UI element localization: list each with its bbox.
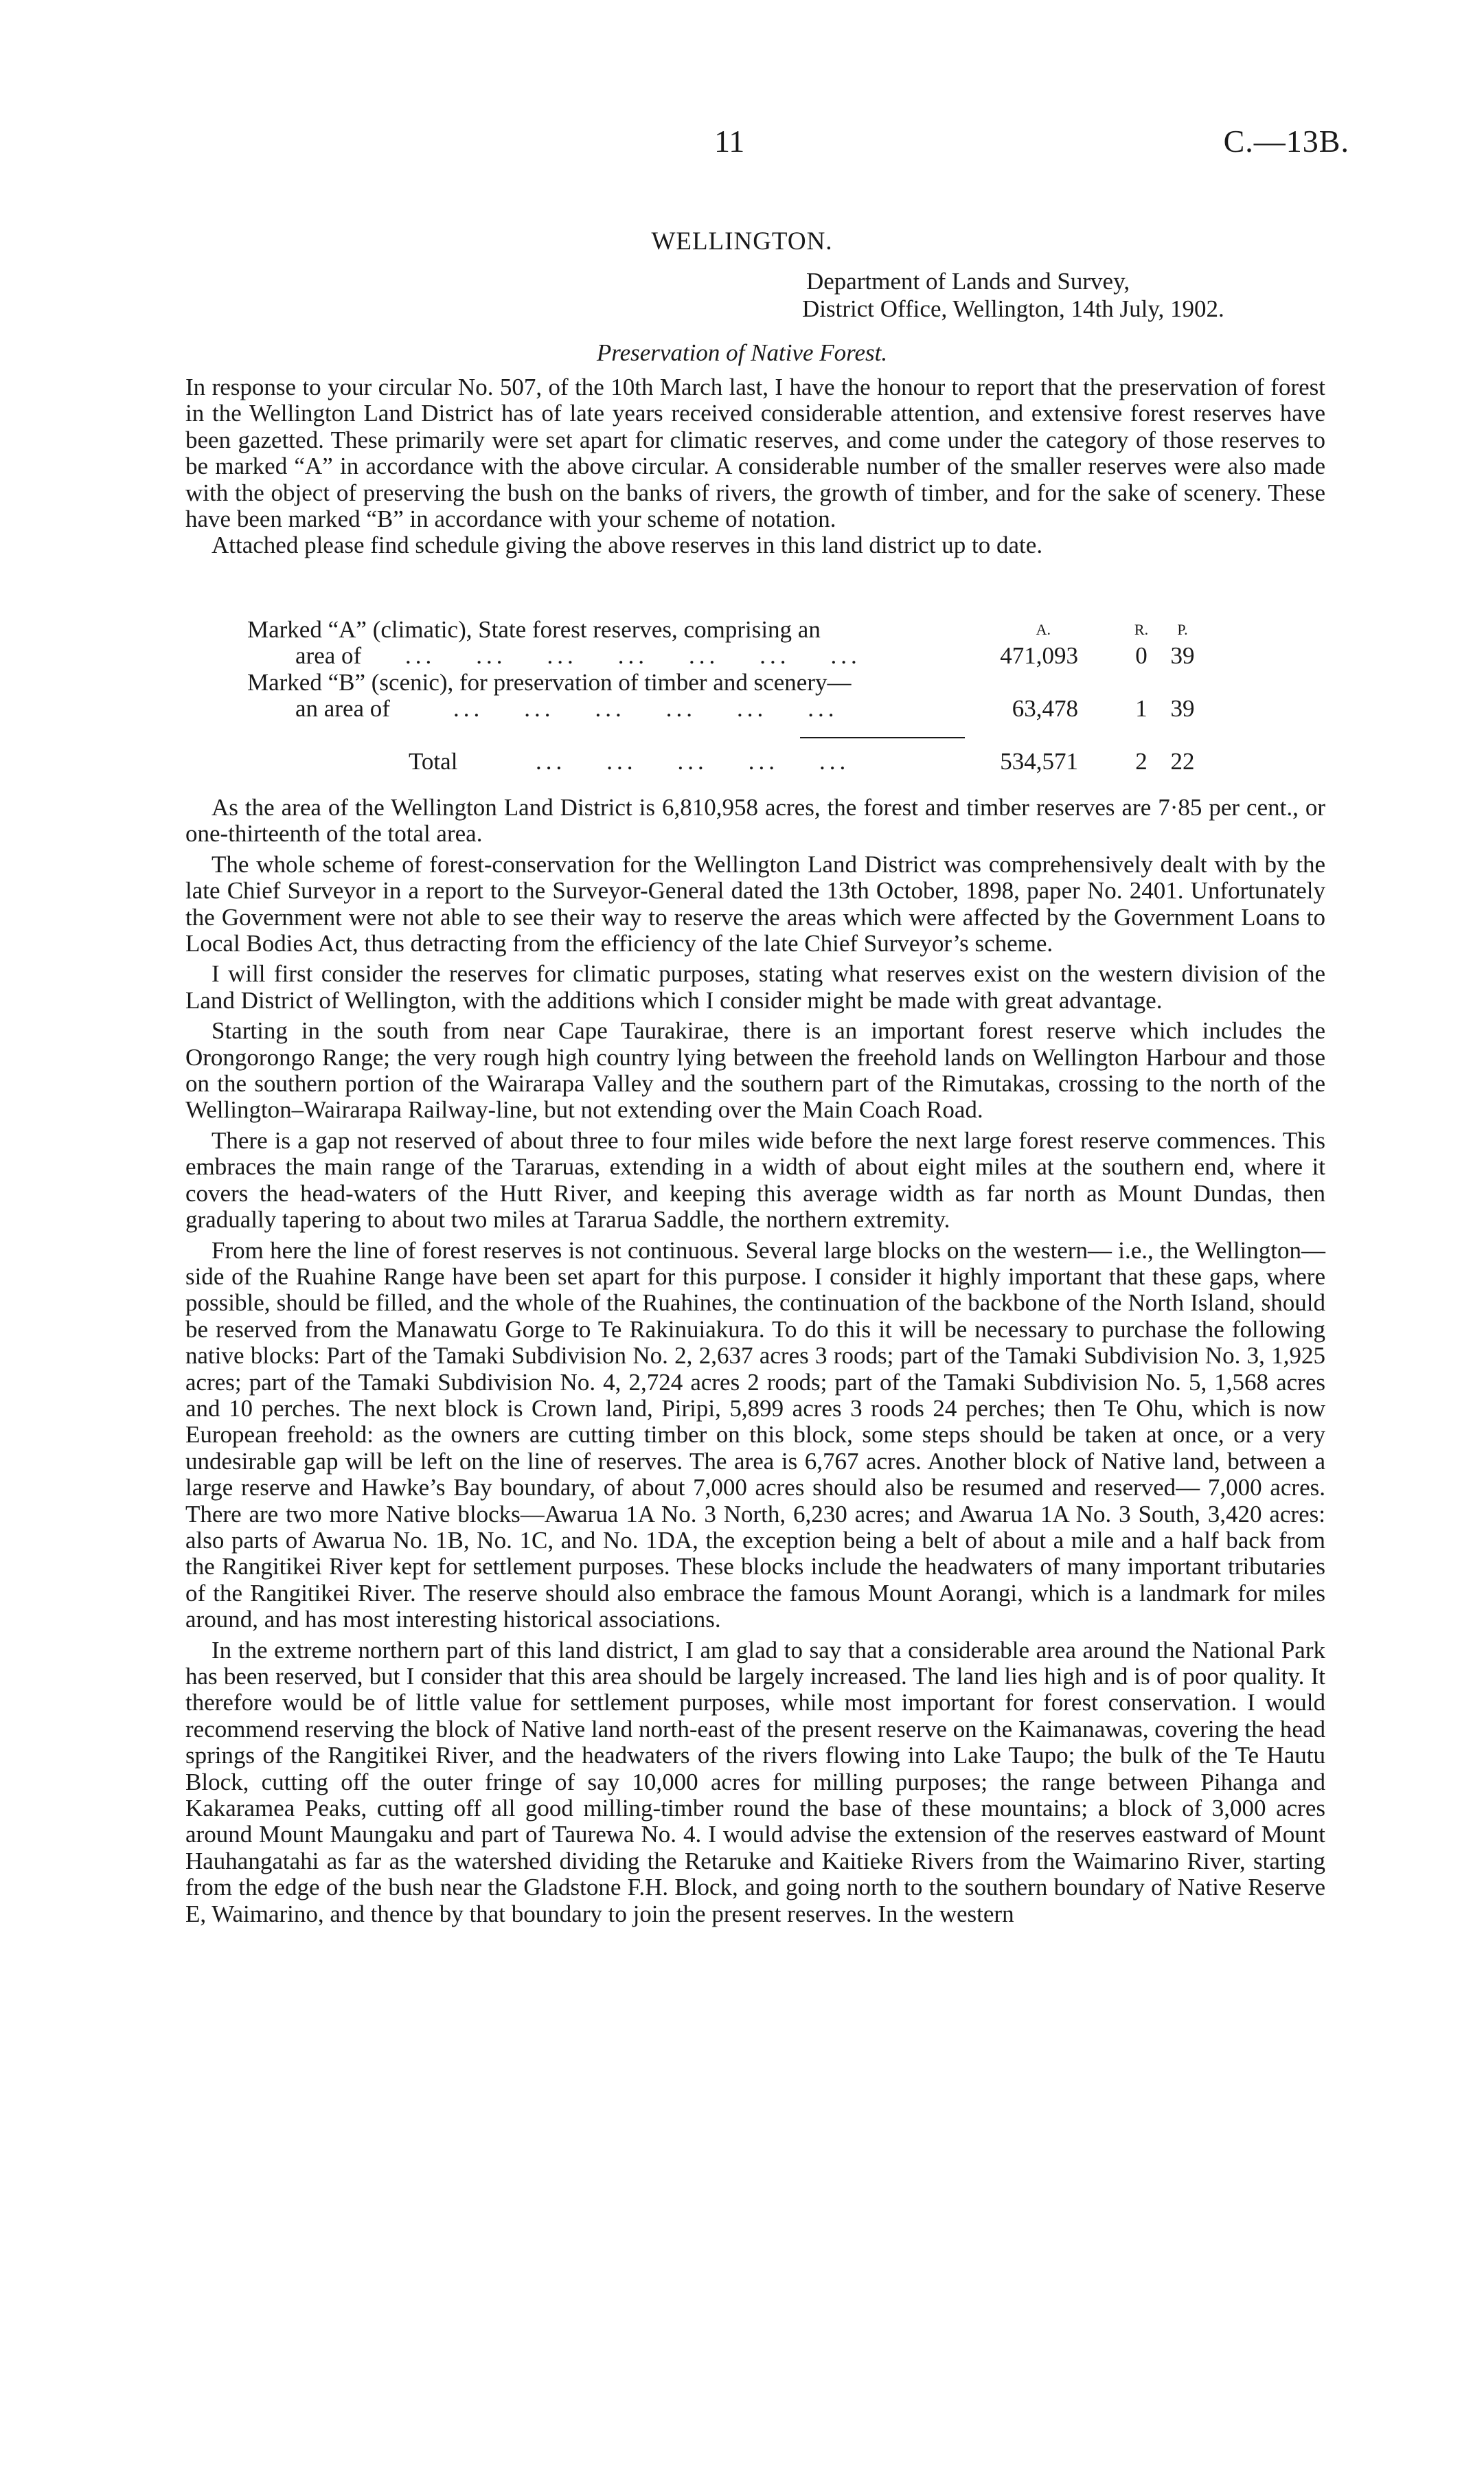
letter-address-block <box>802 268 1351 323</box>
paper-reference: C.—13B. <box>1223 124 1349 159</box>
page-number: 11 <box>714 124 745 159</box>
leader-dots: ... ... ... ... ... ... ... <box>405 642 861 670</box>
department-line: Department of Lands and Survey, <box>806 268 1130 295</box>
district-office-line: District Office, Wellington, 14th July, 1902. <box>802 295 1224 322</box>
schedule-row1-description: Marked “A” (climatic), State forest reserves, comprising an <box>247 616 821 643</box>
row2-acres: 63,478 <box>1012 695 1078 723</box>
row1-roods: 0 <box>1135 642 1148 670</box>
column-header-roods: R. <box>1134 621 1149 638</box>
row1-acres: 471,093 <box>1000 642 1078 670</box>
row2-roods: 1 <box>1135 695 1148 723</box>
letter-body-intro <box>185 374 1325 559</box>
schedule-column-headers <box>247 617 1222 643</box>
total-acres: 534,571 <box>1000 748 1078 775</box>
schedule-row2-continuation: an area of <box>295 695 390 723</box>
row1-perches: 39 <box>1170 642 1195 670</box>
total-rule <box>800 737 965 738</box>
paragraph: Starting in the south from near Cape Taurakirae, there is an important forest reserve which includes the Orongorongo Range; the very rough high country lying between the freehold lands on Wellington Harbour and those on the southern portion of the Wairarapa Valley and the southern part of the Rimutakas, crossing to the north of the Wellington–Wairarapa Railway-line, but not extending over the Main Coach Road. <box>185 1017 1325 1124</box>
total-label: Total <box>409 748 458 775</box>
letter-body-main <box>185 795 1325 1927</box>
column-header-acres: A. <box>1036 621 1051 638</box>
paragraph: Attached please find schedule giving the above reserves in this land district up to date. <box>212 532 1043 559</box>
row2-perches: 39 <box>1170 695 1195 723</box>
schedule-row-climatic <box>247 643 1222 669</box>
paragraph: I will first consider the reserves for climatic purposes, stating what reserves exist on the western division of the Land District of Wellington, with the additions which I consider might be made with great advantage. <box>185 960 1325 1014</box>
district-heading: WELLINGTON. <box>651 227 833 256</box>
schedule-row2-header <box>247 670 1222 696</box>
letter-subject: Preservation of Native Forest. <box>596 339 888 366</box>
paragraph: There is a gap not reserved of about three to four miles wide before the next large forest reserve commences. This embraces the main range of the Tararuas, extending in a width of about eight miles at the southern end, where it covers the head-waters of the Hutt River, and keeping this average width as far north as Mount Dundas, then gradually tapering to about two miles at Tararua Saddle, the northern extremity. <box>185 1126 1325 1234</box>
paragraph: The whole scheme of forest-conservation for the Wellington Land District was comprehensively dealt with by the late Chief Surveyor in a report to the Surveyor-General dated the 13th October, 1898, paper No. 2401. Unfortunately the Government were not able to see their way to reserve the areas which were affected by the Government Loans to Local Bodies Act, thus detracting from the efficiency of the late Chief Surveyor’s scheme. <box>185 850 1325 957</box>
paragraph: In the extreme northern part of this land district, I am glad to say that a considerable area around the National Park has been reserved, but I consider that this area should be largely increased. The land lies high and is of poor quality. It therefore would be of little value for settlement purposes, while most important for forest conservation. I would recommend reserving the block of Native land north-east of the present reserve on the Kaimanawas, covering the head springs of the Rangitikei River, and the headwaters of the rivers flowing into Lake Taupo; the bulk of the Te Hautu Block, cutting off the outer fringe of say 10,000 acres for milling purposes; the range between Pihanga and Kakaramea Peaks, cutting off all good milling-timber round the base of these mountains; a block of 3,000 acres around Mount Maungaku and part of Taurewa No. 4. I would advise the extension of the reserves eastward of Mount Hauhangatahi as far as the watershed dividing the Retaruke and Kaitieke Rivers from the Waimarino River, starting from the edge of the bush near the Gladstone F.H. Block, and going north to the southern boundary of Native Reserve E, Waimarino, and thence by that boundary to join the present reserves. In the western <box>185 1636 1325 1927</box>
schedule-row-scenic <box>247 696 1222 722</box>
total-perches: 22 <box>1170 748 1195 775</box>
schedule-row2-description: Marked “B” (scenic), for preservation of timber and scenery— <box>247 668 852 696</box>
column-header-perches: P. <box>1177 621 1188 638</box>
paragraph: As the area of the Wellington Land District is 6,810,958 acres, the forest and timber reserves are 7·85 per cent., or one-thirteenth of the total area. <box>185 794 1325 848</box>
paragraph: From here the line of forest reserves is not continuous. Several large blocks on the western— i.e., the Wellington—side of the Ruahine Range have been set apart for this purpose. I consider it highly important that these gaps, where possible, should be filled, and the whole of the Ruahines, the continuation of the backbone of the North Island, should be reserved from the Manawatu Gorge to Te Rakinuiakura. To do this it will be necessary to purchase the following native blocks: Part of the Tamaki Subdivision No. 2, 2,637 acres 3 roods; part of the Tamaki Subdivision No. 3, 1,925 acres; part of the Tamaki Subdivision No. 4, 2,724 acres 2 roods; part of the Tamaki Subdivision No. 5, 1,568 acres and 10 perches. The next block is Crown land, Piripi, 5,899 acres 3 roods 24 perches; then Te Ohu, which is now European freehold: as the owners are cutting timber on this block, some steps should be taken at once, or a very undesirable gap will be left on the line of reserves. The area is 6,767 acres. Another block of Native land, between a large reserve and Hawke’s Bay boundary, of about 7,000 acres should also be resumed and reserved— 7,000 acres. There are two more Native blocks—Awarua 1A No. 3 North, 6,230 acres; and Awarua 1A No. 3 South, 3,420 acres: also parts of Awarua No. 1B, No. 1C, and No. 1DA, the exception being a belt of about a mile and a half back from the Rangitikei River kept for settlement purposes. These blocks include the headwaters of many important tributaries of the Rangitikei River. The reserve should also embrace the famous Mount Aorangi, which is a landmark for miles around, and has most interesting historical associations. <box>185 1236 1325 1633</box>
schedule-total-row <box>247 749 1222 775</box>
total-roods: 2 <box>1135 748 1148 775</box>
leader-dots: ... ... ... ... ... ... <box>453 695 838 723</box>
leader-dots: ... ... ... ... ... <box>536 748 850 775</box>
paragraph: In response to your circular No. 507, of the 10th March last, I have the honour to report that the preservation of forest in the Wellington Land District has of late years received considerable attention, and extensive forest reserves have been gazetted. These primarily were set apart for climatic reserves, and come under the category of those reserves to be marked “A” in accordance with the above circular. A considerable number of the smaller reserves were also made with the object of preserving the bush on the banks of rivers, the growth of timber, and for the sake of scenery. These have been marked “B” in accordance with your scheme of notation. <box>185 374 1325 533</box>
reserves-schedule <box>247 617 1222 723</box>
schedule-row1-continuation: area of <box>295 642 362 670</box>
